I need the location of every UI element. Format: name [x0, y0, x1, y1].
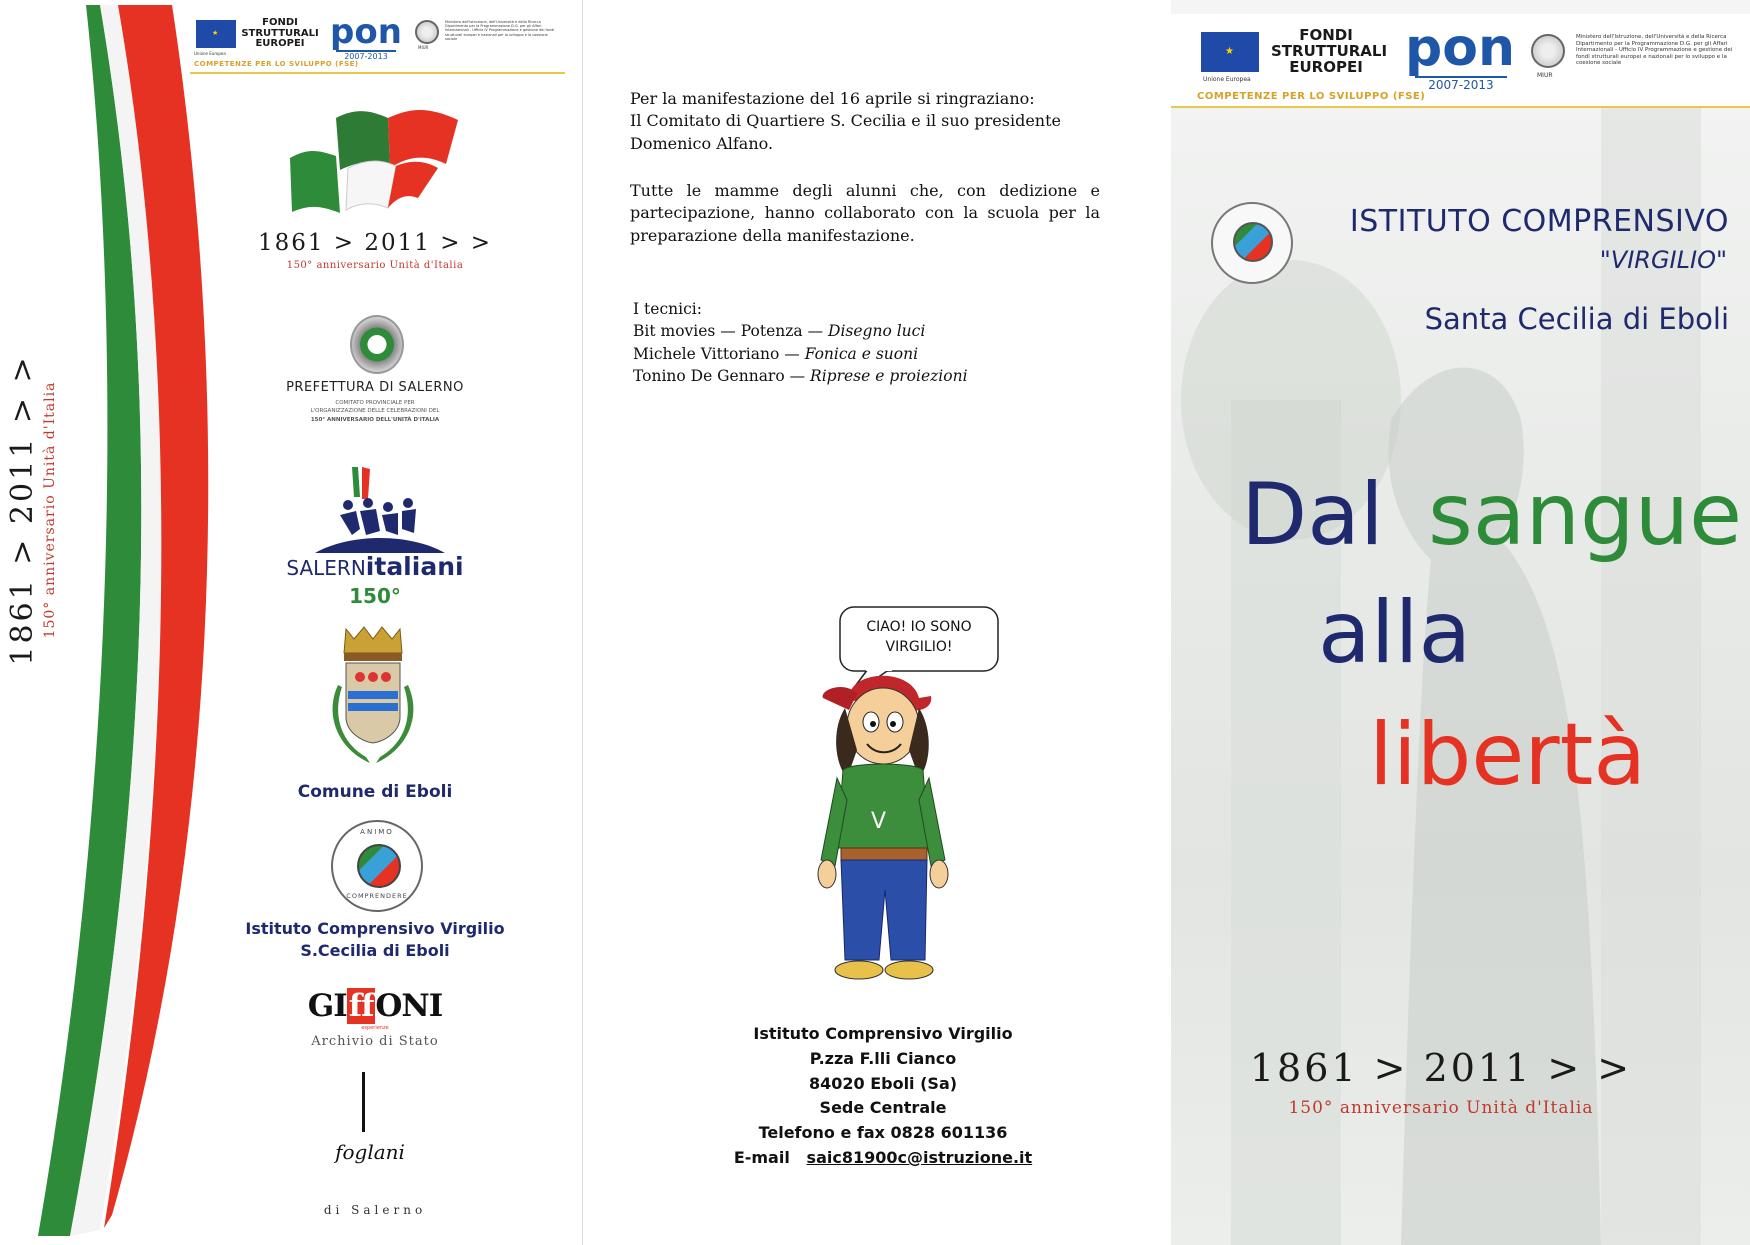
- thanks-intro: Per la manifestazione del 16 aprile si ringraziano:: [630, 89, 1035, 108]
- eu-flag-icon: ★: [196, 20, 236, 48]
- cover-eu-flag-icon: ★: [1201, 32, 1259, 72]
- cover-competenze-label: COMPETENZE PER LO SVILUPPO (FSE): [1197, 91, 1426, 102]
- istituto-line-1: Istituto Comprensivo Virgilio: [245, 919, 505, 938]
- vertical-anniversary: 150° anniversario Unità d'Italia: [42, 381, 58, 639]
- giffoni-c: ONI: [375, 988, 443, 1024]
- cover-santa-cecilia: Santa Cecilia di Eboli: [1424, 302, 1729, 336]
- istituto-logo-icon: [331, 820, 423, 912]
- title-liberta: libertà: [1369, 705, 1647, 805]
- phone-line: Telefono e fax 0828 601136: [758, 1123, 1008, 1143]
- pon-years: 2007-2013: [336, 50, 396, 61]
- address-line-1: Istituto Comprensivo Virgilio: [753, 1024, 1013, 1043]
- republic-seal-icon: [415, 20, 439, 44]
- thanks-line-3: Domenico Alfano.: [630, 133, 774, 153]
- cover-europei-word: EUROPEI: [1289, 57, 1363, 76]
- tecnici-row: [633, 365, 1093, 387]
- cover-istituto-logo-icon: [1211, 202, 1293, 284]
- competenze-label: COMPETENZE PER LO SVILUPPO (FSE): [194, 60, 359, 68]
- flag-anniversary: 150° anniversario Unità d'Italia: [286, 260, 464, 271]
- title-sangue: sangue: [1428, 465, 1743, 565]
- italiani-part: italiani: [365, 552, 464, 581]
- giffoni-a: GI: [307, 988, 347, 1024]
- giffoni-b: ff: [348, 988, 374, 1024]
- left-panel: [0, 0, 580, 1245]
- prefettura-line-3: 150° ANNIVERSARIO DELL'UNITÀ D'ITALIA: [310, 416, 440, 423]
- logo-center-mark: [357, 844, 401, 888]
- virgilio-mascot-icon: [801, 660, 961, 1010]
- signature-stroke: [362, 1072, 365, 1132]
- mothers-paragraph: Tutte le mamme degli alunni che, con dedizione e partecipazione, hanno collaborato con la scuola per la preparazione della manifestazione.: [630, 181, 1100, 245]
- giffoni-sub: esperienze: [361, 1025, 389, 1031]
- speech-line-1: CIAO! IO SONO: [866, 619, 972, 635]
- middle-panel: [582, 0, 1172, 1245]
- strutturali-word: STRUTTURALI: [241, 27, 319, 39]
- cover-pon-years: 2007-2013: [1415, 76, 1507, 92]
- cover-fondi-word: FONDI: [1299, 26, 1353, 44]
- tecnico-name: Bit movies — Potenza —: [633, 322, 824, 341]
- tecnici-row: [633, 343, 1093, 365]
- tecnici-row: [633, 320, 1093, 342]
- salernitaliani-logo-icon: [310, 465, 450, 555]
- email-link[interactable]: saic81900c@istruzione.it: [806, 1147, 1033, 1167]
- tecnico-name: Michele Vittoriano —: [633, 344, 800, 363]
- email-label: E-mail: [733, 1147, 790, 1167]
- fse-header: [190, 12, 565, 74]
- cover-panel: [1171, 0, 1750, 1245]
- cover-ministry-text: Ministero dell'Istruzione, dell'Università e della Ricerca Dipartimento per la Programmazione D.G. per gli Affari Internazionali - Ufficio IV Programmazione e gestione dei fondi strutturali europei e nazionali per lo sviluppo e la coesione sociale: [1576, 34, 1733, 67]
- tecnici-label: I tecnici:: [633, 300, 702, 318]
- email-line: [673, 1146, 1093, 1171]
- vertical-caption: [5, 310, 65, 710]
- istituto-line-2: S.Cecilia di Eboli: [300, 941, 450, 961]
- address-line-3: 84020 Eboli (Sa): [808, 1073, 958, 1093]
- pon-logo: pon: [330, 12, 402, 52]
- flag-dates: 1861 > 2011 > >: [257, 230, 493, 256]
- salernitaliani-text: [260, 552, 490, 581]
- salern-part: SALERN: [286, 556, 366, 580]
- giffoni-logo: [275, 988, 475, 1024]
- tecnico-role: Disegno luci: [828, 322, 926, 341]
- fondi-word: FONDI: [262, 17, 298, 28]
- cover-fse-header: [1171, 14, 1750, 108]
- salernitaliani-150: 150°: [349, 584, 401, 608]
- tecnico-role: Fonica e suoni: [804, 344, 919, 363]
- fondi-strutturali-text: [240, 18, 320, 50]
- thanks-block: [630, 88, 1150, 155]
- logo-bottom-text: COMPRENDERE: [346, 892, 408, 900]
- address-line-4: Sede Centrale: [819, 1098, 947, 1118]
- cover-pon-logo: pon: [1405, 18, 1515, 78]
- cover-anniversary: 150° anniversario Unità d'Italia: [1288, 1098, 1594, 1118]
- vertical-dates: 1861 > 2011 > >: [5, 354, 40, 666]
- svg-text:V: V: [871, 809, 887, 834]
- cover-virgilio: "VIRGILIO": [1599, 246, 1727, 274]
- speech-line-2: VIRGILIO!: [885, 639, 953, 656]
- logo-top-text: ANIMO: [360, 828, 394, 836]
- comune-label: Comune di Eboli: [297, 782, 453, 802]
- title-alla: alla: [1318, 583, 1472, 683]
- prefettura-line-2: L'ORGANIZZAZIONE DELLE CELEBRAZIONI DEL: [310, 408, 440, 415]
- cover-unione-label: Unione Europea: [1203, 76, 1251, 83]
- cover-republic-seal-icon: [1531, 34, 1565, 68]
- cover-logo-mark: [1233, 222, 1273, 262]
- republic-emblem-icon: [350, 315, 404, 374]
- cover-strutturali-word: STRUTTURALI: [1271, 41, 1388, 60]
- prefettura-line-1: COMITATO PROVINCIALE PER: [335, 400, 415, 406]
- address-block: [673, 1022, 1093, 1171]
- tecnico-name: Tonino De Gennaro —: [633, 367, 806, 386]
- ministry-text: Ministero dell'Istruzione, dell'Università e della Ricerca Dipartimento per la Programmazione D.G. per gli Affari Internazionali - Ufficio IV Programmazione e gestione dei fondi strutturali europei e nazionali per lo sviluppo e la coesione sociale: [445, 20, 555, 41]
- archivio-label: Archivio di Stato: [311, 1034, 439, 1049]
- cover-istituto: ISTITUTO COMPRENSIVO: [1349, 204, 1729, 239]
- signature: foglani: [335, 1140, 405, 1164]
- address-line-2: P.zza F.lli Cianco: [809, 1048, 957, 1068]
- istituto-label: [225, 918, 525, 963]
- prefettura-title: PREFETTURA DI SALERNO: [286, 380, 464, 395]
- speech-text: [840, 617, 998, 658]
- europei-word: EUROPEI: [255, 38, 305, 49]
- prefettura-details: [260, 399, 490, 424]
- cover-fondi-strutturali-text: [1271, 26, 1388, 76]
- eboli-crest-icon: [318, 625, 428, 770]
- miur-label: MIUR: [418, 45, 429, 50]
- tecnici-block: [633, 298, 1093, 388]
- di-salerno: di Salerno: [323, 1203, 427, 1217]
- italian-flag-icon: [288, 98, 468, 218]
- tecnico-role: Riprese e proiezioni: [810, 367, 968, 386]
- thanks-line-2: Il Comitato di Quartiere S. Cecilia e il suo presidente: [630, 111, 1061, 131]
- cover-miur-label: MIUR: [1537, 72, 1553, 79]
- title-dal: Dal: [1241, 465, 1384, 565]
- cover-dates: 1861 > 2011 > >: [1249, 1046, 1633, 1090]
- unione-label: Unione Europea: [194, 51, 226, 56]
